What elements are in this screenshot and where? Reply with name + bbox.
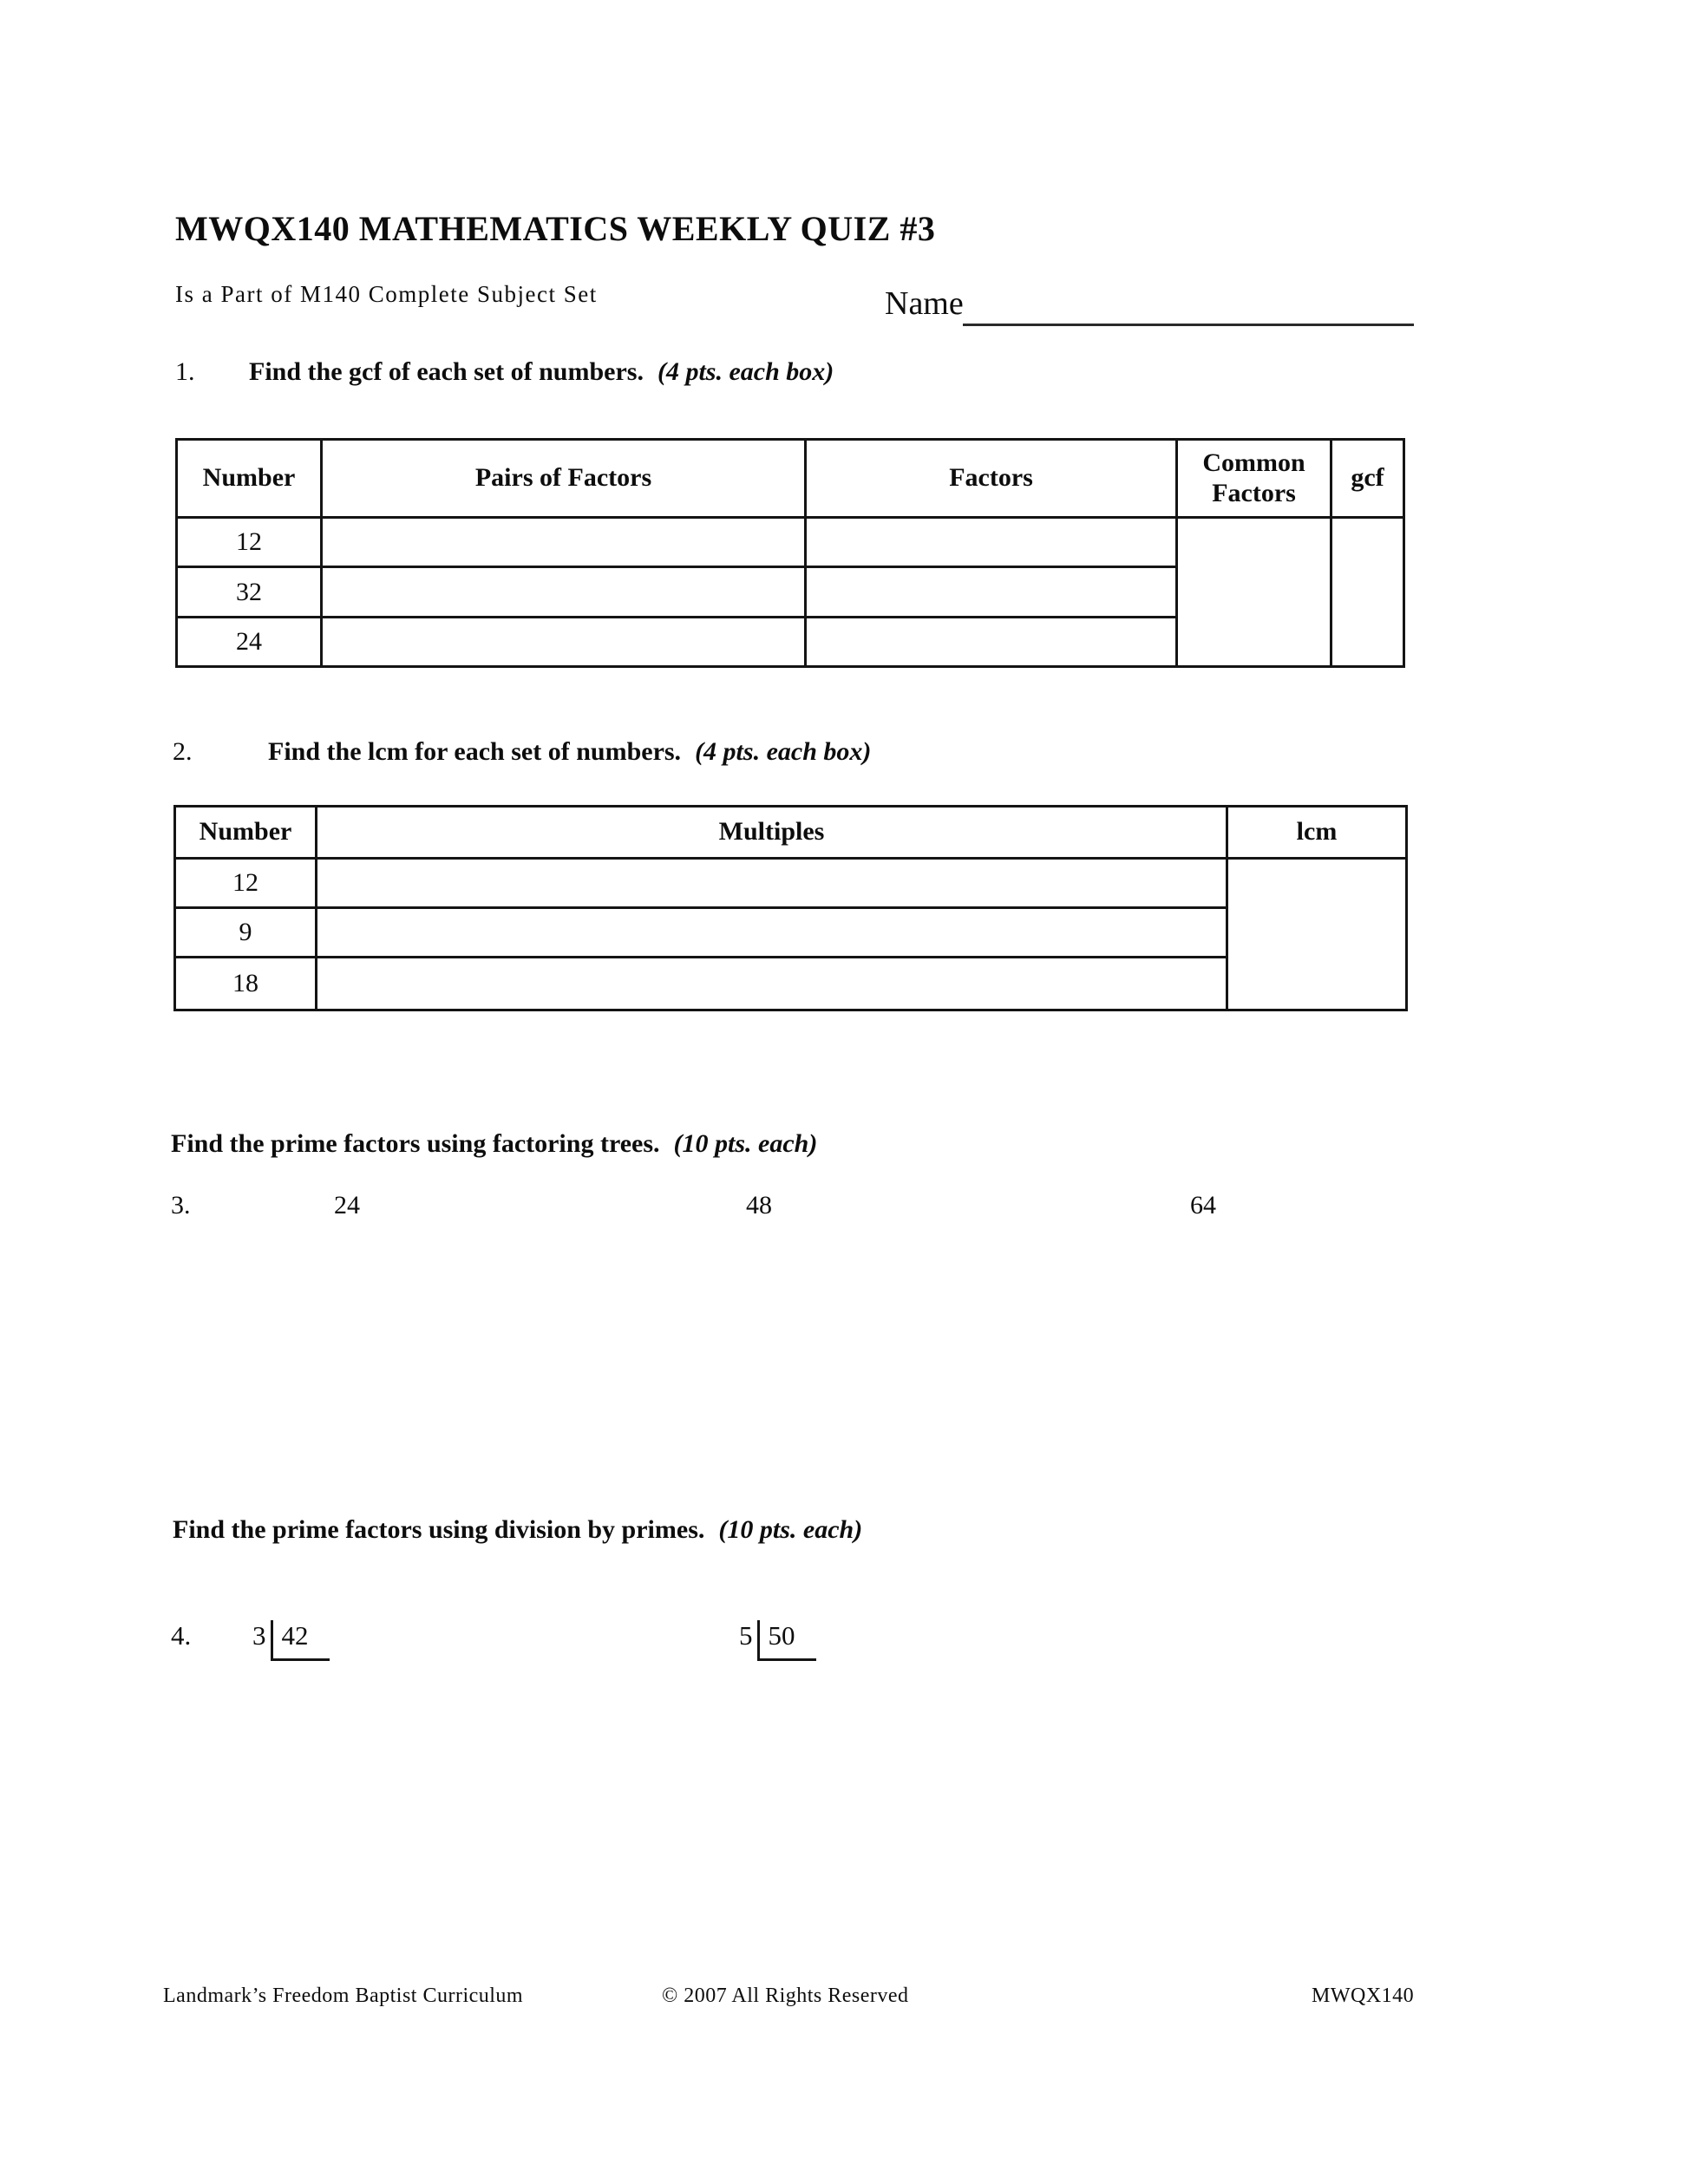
- divisor: 3: [252, 1620, 266, 1651]
- question-4-instruction: Find the prime factors using division by primes.: [173, 1515, 705, 1544]
- name-label: Name: [885, 285, 964, 322]
- dividend: 50: [757, 1620, 816, 1661]
- subtitle: Is a Part of M140 Complete Subject Set: [175, 281, 598, 307]
- lcm-lcm-answer-cell: [1227, 859, 1407, 1010]
- gcf-table-header-row: [177, 440, 1404, 518]
- gcf-pairs-answer-cell: [322, 567, 806, 618]
- gcf-gcf-answer-cell: [1331, 518, 1404, 667]
- question-3-number: 3.: [171, 1191, 191, 1220]
- lcm-number-cell: 18: [175, 958, 317, 1010]
- footer-document-code: MWQX140: [1312, 1985, 1415, 2007]
- gcf-table: [175, 438, 1405, 668]
- page-title: MWQX140 MATHEMATICS WEEKLY QUIZ #3: [175, 209, 936, 248]
- gcf-common-factors-answer-cell: [1177, 518, 1331, 667]
- division-problem-50: [739, 1620, 816, 1661]
- gcf-factors-answer-cell: [806, 518, 1177, 567]
- gcf-number-cell: 32: [177, 567, 322, 618]
- gcf-pairs-answer-cell: [322, 518, 806, 567]
- gcf-factors-answer-cell: [806, 567, 1177, 618]
- gcf-header-common-factors: Common Factors: [1177, 440, 1331, 518]
- gcf-pairs-answer-cell: [322, 618, 806, 667]
- question-1-number: 1.: [175, 357, 195, 386]
- footer-publisher: Landmark’s Freedom Baptist Curriculum: [163, 1985, 524, 2007]
- gcf-header-factors: Factors: [806, 440, 1177, 518]
- question-2-points: (4 pts. each box): [695, 737, 872, 766]
- lcm-table-row: [175, 958, 1407, 1010]
- lcm-number-cell: 9: [175, 908, 317, 958]
- question-4-heading: [173, 1515, 862, 1545]
- question-1-instruction: Find the gcf of each set of numbers.: [249, 357, 644, 386]
- question-1-points: (4 pts. each box): [657, 357, 834, 386]
- factor-tree-value-48: 48: [746, 1191, 772, 1220]
- gcf-header-gcf: gcf: [1331, 440, 1404, 518]
- gcf-factors-answer-cell: [806, 618, 1177, 667]
- gcf-number-cell: 24: [177, 618, 322, 667]
- division-problem-42: [252, 1620, 330, 1661]
- question-3-heading: [171, 1129, 817, 1159]
- lcm-header-multiples: Multiples: [317, 807, 1227, 859]
- lcm-table-row: [175, 908, 1407, 958]
- gcf-table-row: [177, 518, 1404, 567]
- question-2-text: [268, 737, 871, 767]
- lcm-header-lcm: lcm: [1227, 807, 1407, 859]
- question-4-number: 4.: [171, 1620, 192, 1651]
- lcm-table-row: [175, 859, 1407, 908]
- name-fill-line: [963, 324, 1414, 326]
- lcm-multiples-answer-cell: [317, 859, 1227, 908]
- gcf-header-pairs-of-factors: Pairs of Factors: [322, 440, 806, 518]
- question-3-instruction: Find the prime factors using factoring trees.: [171, 1129, 660, 1158]
- lcm-table-header-row: [175, 807, 1407, 859]
- lcm-multiples-answer-cell: [317, 908, 1227, 958]
- divisor: 5: [739, 1620, 753, 1651]
- lcm-header-number: Number: [175, 807, 317, 859]
- lcm-table: [173, 805, 1408, 1011]
- question-1-text: [249, 357, 834, 387]
- footer-copyright: © 2007 All Rights Reserved: [662, 1985, 909, 2007]
- factor-tree-value-64: 64: [1190, 1191, 1216, 1220]
- dividend: 42: [271, 1620, 330, 1661]
- question-2-instruction: Find the lcm for each set of numbers.: [268, 737, 682, 766]
- factor-tree-value-24: 24: [334, 1191, 360, 1220]
- question-2-number: 2.: [173, 737, 193, 766]
- gcf-header-number: Number: [177, 440, 322, 518]
- lcm-multiples-answer-cell: [317, 958, 1227, 1010]
- lcm-number-cell: 12: [175, 859, 317, 908]
- question-4-points: (10 pts. each): [718, 1515, 863, 1544]
- question-3-points: (10 pts. each): [673, 1129, 818, 1158]
- gcf-number-cell: 12: [177, 518, 322, 567]
